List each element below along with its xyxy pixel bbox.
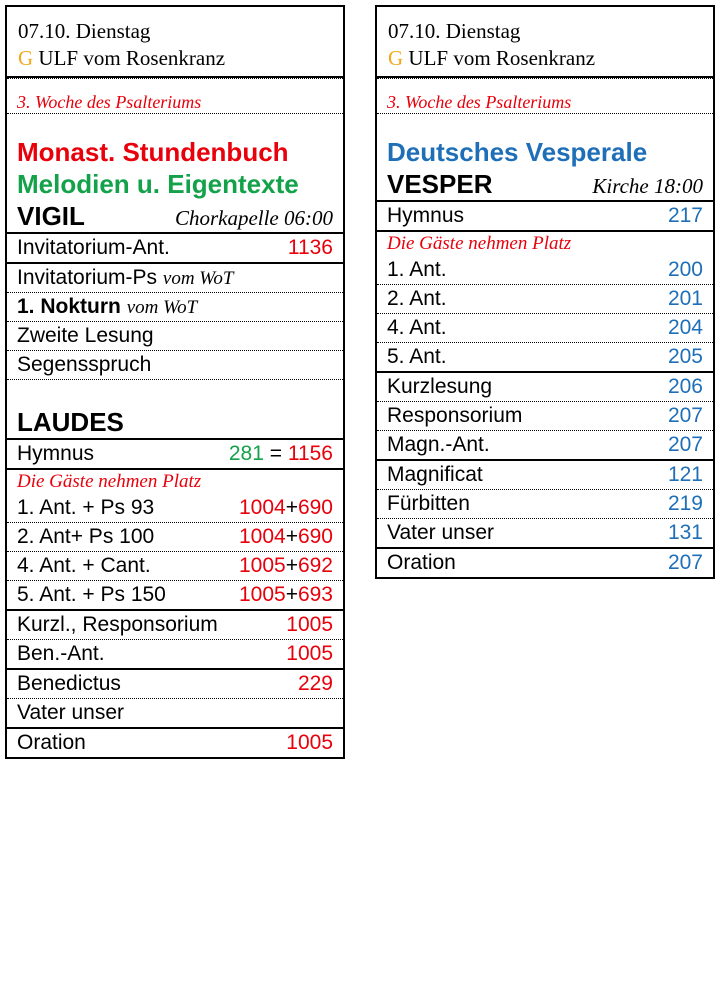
spacer <box>7 379 343 406</box>
psalm-page: 690 <box>297 496 333 519</box>
row-label: Kurzlesung <box>387 375 493 398</box>
magnificat-row <box>377 459 713 489</box>
page-number: 229 <box>297 672 333 695</box>
hymnus-row <box>377 200 713 230</box>
feast-line <box>388 45 703 72</box>
page-numbers <box>239 552 333 580</box>
page-number: 219 <box>667 492 703 515</box>
row-label: Fürbitten <box>387 492 470 515</box>
book-title-vesperale: Deutsches Vesperale <box>387 137 648 167</box>
benedictus-row <box>7 668 343 698</box>
responsorium-row <box>377 401 713 430</box>
row-label: Hymnus <box>17 442 95 465</box>
page-number: 1005 <box>286 731 333 754</box>
plus-sign: + <box>285 583 298 606</box>
row-label: 4. Ant. + Cant. <box>17 554 151 577</box>
row-label: 2. Ant+ Ps 100 <box>17 525 155 548</box>
antiphon-row <box>7 551 343 580</box>
day-header <box>375 5 715 78</box>
ant-page: 1005 <box>238 583 286 606</box>
fuerbitten-row <box>377 489 713 518</box>
book-page: 1156 <box>287 442 333 465</box>
section-vigil <box>7 200 343 232</box>
antiphon-row <box>377 342 713 371</box>
plus-sign: + <box>285 554 298 577</box>
spacer <box>377 113 713 136</box>
antiphon-row <box>377 256 713 284</box>
kurzl-responsorium-row <box>7 609 343 639</box>
page-number: 1005 <box>286 642 333 665</box>
book-title-stundenbuch: Monast. Stundenbuch <box>17 137 289 167</box>
melody-page: 281 <box>228 442 264 465</box>
row-label: 1. Nokturn <box>17 295 121 318</box>
page-number: 207 <box>667 433 703 456</box>
row-label: Kurzl., Responsorium <box>17 613 218 636</box>
row-label: Vater unser <box>17 701 124 724</box>
antiphon-row <box>7 522 343 551</box>
feast-name: ULF vom Rosenkranz <box>38 46 226 70</box>
row-label: Invitatorium-Ant. <box>17 236 170 259</box>
invitatorium-ant-row <box>7 232 343 262</box>
book-title-melodien: Melodien u. Eigentexte <box>17 169 299 199</box>
date-label: 07.10. Dienstag <box>388 19 521 43</box>
right-column <box>375 5 715 579</box>
psalm-page: 692 <box>297 554 333 577</box>
page-number: 200 <box>667 258 703 281</box>
page-number: 207 <box>667 551 703 574</box>
row-label: Magnificat <box>387 463 483 486</box>
row-label: 1. Ant. <box>387 258 447 281</box>
feast-rank-letter: G <box>388 46 404 70</box>
vesper-heading: VESPER <box>387 169 493 199</box>
row-label: Magn.-Ant. <box>387 433 490 456</box>
psalter-week: 3. Woche des Psalteriums <box>7 78 343 113</box>
ant-page: 1004 <box>238 525 286 548</box>
row-label: 2. Ant. <box>387 287 447 310</box>
page-number: 207 <box>667 404 703 427</box>
kurzlesung-row <box>377 371 713 401</box>
hymnus-row <box>7 438 343 468</box>
page-number: 201 <box>667 287 703 310</box>
vater-unser-row <box>7 698 343 727</box>
segensspruch-row <box>7 350 343 379</box>
row-label: Segensspruch <box>17 353 152 376</box>
row-label: 5. Ant. <box>387 345 447 368</box>
antiphon-row <box>377 284 713 313</box>
page-numbers <box>239 581 333 609</box>
section-laudes <box>7 406 343 438</box>
feast-line <box>18 45 333 72</box>
vigil-heading: VIGIL <box>17 201 85 231</box>
row-label: Benedictus <box>17 672 121 695</box>
laudes-heading: LAUDES <box>17 407 124 437</box>
page-number: 206 <box>667 375 703 398</box>
page-number: 205 <box>667 345 703 368</box>
plus-sign: + <box>285 496 298 519</box>
row-label: 4. Ant. <box>387 316 447 339</box>
section-vesper <box>377 168 713 200</box>
psalm-page: 693 <box>297 583 333 606</box>
row-note: vom WoT <box>162 268 234 289</box>
page-number: 1005 <box>286 613 333 636</box>
page-numbers <box>239 523 333 551</box>
row-label: Oration <box>387 551 456 574</box>
left-schedule <box>5 78 345 759</box>
equals-sign: = <box>263 442 288 465</box>
guests-note: Die Gäste nehmen Platz <box>7 468 343 494</box>
row-label: Ben.-Ant. <box>17 642 105 665</box>
page-number: 131 <box>667 521 703 544</box>
magn-ant-row <box>377 430 713 459</box>
row-label: Vater unser <box>387 521 494 544</box>
page-number: 217 <box>667 204 703 227</box>
antiphon-row <box>7 494 343 522</box>
page-numbers <box>229 440 333 468</box>
ben-ant-row <box>7 639 343 668</box>
page-number: 1136 <box>287 236 333 259</box>
feast-rank-letter: G <box>18 46 34 70</box>
ant-page: 1004 <box>238 496 286 519</box>
row-label: Responsorium <box>387 404 523 427</box>
psalter-week: 3. Woche des Psalteriums <box>377 78 713 113</box>
vesper-location: Kirche 18:00 <box>592 174 703 198</box>
invitatorium-ps-row <box>7 262 343 292</box>
antiphon-row <box>377 313 713 342</box>
zweite-lesung-row <box>7 321 343 350</box>
page-number: 204 <box>667 316 703 339</box>
guests-note: Die Gäste nehmen Platz <box>377 230 713 256</box>
antiphon-row <box>7 580 343 609</box>
row-label: 5. Ant. + Ps 150 <box>17 583 166 606</box>
row-label: Invitatorium-Ps <box>17 266 158 289</box>
row-label: 1. Ant. + Ps 93 <box>17 496 155 519</box>
day-header <box>5 5 345 78</box>
page-numbers <box>239 494 333 522</box>
nokturn-row <box>7 292 343 321</box>
plus-sign: + <box>285 525 298 548</box>
date-label: 07.10. Dienstag <box>18 19 151 43</box>
spacer <box>7 113 343 136</box>
left-column <box>5 5 345 759</box>
page-number: 121 <box>667 463 703 486</box>
psalm-page: 690 <box>297 525 333 548</box>
row-label: Hymnus <box>387 204 465 227</box>
vater-unser-row <box>377 518 713 547</box>
ant-page: 1005 <box>238 554 286 577</box>
right-schedule <box>375 78 715 579</box>
feast-name: ULF vom Rosenkranz <box>408 46 596 70</box>
oration-row <box>377 547 713 577</box>
row-note: vom WoT <box>126 297 198 318</box>
row-label: Zweite Lesung <box>17 324 154 347</box>
row-label: Oration <box>17 731 86 754</box>
vigil-location: Chorkapelle 06:00 <box>174 206 333 230</box>
oration-row <box>7 727 343 757</box>
